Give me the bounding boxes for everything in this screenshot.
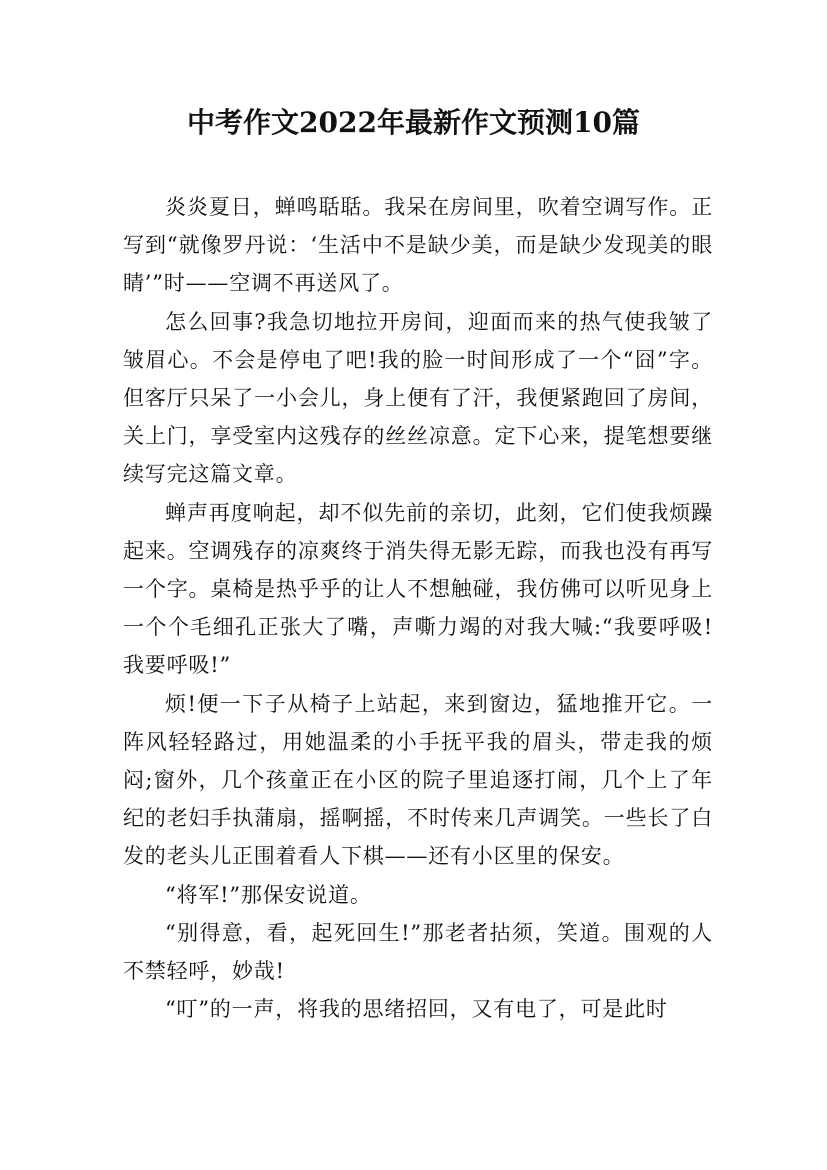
document-body [123,188,713,1028]
paragraph-7: “叮”的一声，将我的思绪招回，又有电了，可是此时 [165,997,668,1022]
paragraph-4: 烦!便一下子从椅子上站起，来到窗边，猛地推开它。一阵风轻轻路过，用她温柔的小手抚平我的眉头，带走我的烦闷;窗外，几个孩童正在小区的院子里追逐打闹，几个上了年纪的老妇手执蒲扇，摇啊摇，不时传来几声调笑。一些长了白发的老头儿正围着看人下棋——还有小区里的保安。 [123,691,713,869]
document-title: 中考作文2022年最新作文预测10篇 [187,106,640,139]
paragraph-6: “别得意，看，起死回生!”那老者拈须，笑道。围观的人不禁轻呼，妙哉! [123,920,713,984]
paragraph-2: 怎么回事?我急切地拉开房间，迎面而来的热气使我皱了皱眉心。不会是停电了吧!我的脸一时间形成了一个“囧”字。但客厅只呆了一小会儿，身上便有了汗，我便紧跑回了房间，关上门，享受室内这残存的丝丝凉意。定下心来，提笔想要继续写完这篇文章。 [123,309,713,487]
paragraph-1: 炎炎夏日，蝉鸣聒聒。我呆在房间里，吹着空调写作。正写到“就像罗丹说：‘生活中不是缺少美，而是缺少发现美的眼睛’”时——空调不再送风了。 [123,195,713,296]
paragraph-5: “将军!”那保安说道。 [165,882,372,907]
paragraph-3: 蝉声再度响起，却不似先前的亲切，此刻，它们使我烦躁起来。空调残存的凉爽终于消失得无影无踪，而我也没有再写一个字。桌椅是热乎乎的让人不想触碰，我仿佛可以听见身上一个个毛细孔正张大了嘴，声嘶力竭的对我大喊:“我要呼吸!我要呼吸!” [123,500,713,678]
